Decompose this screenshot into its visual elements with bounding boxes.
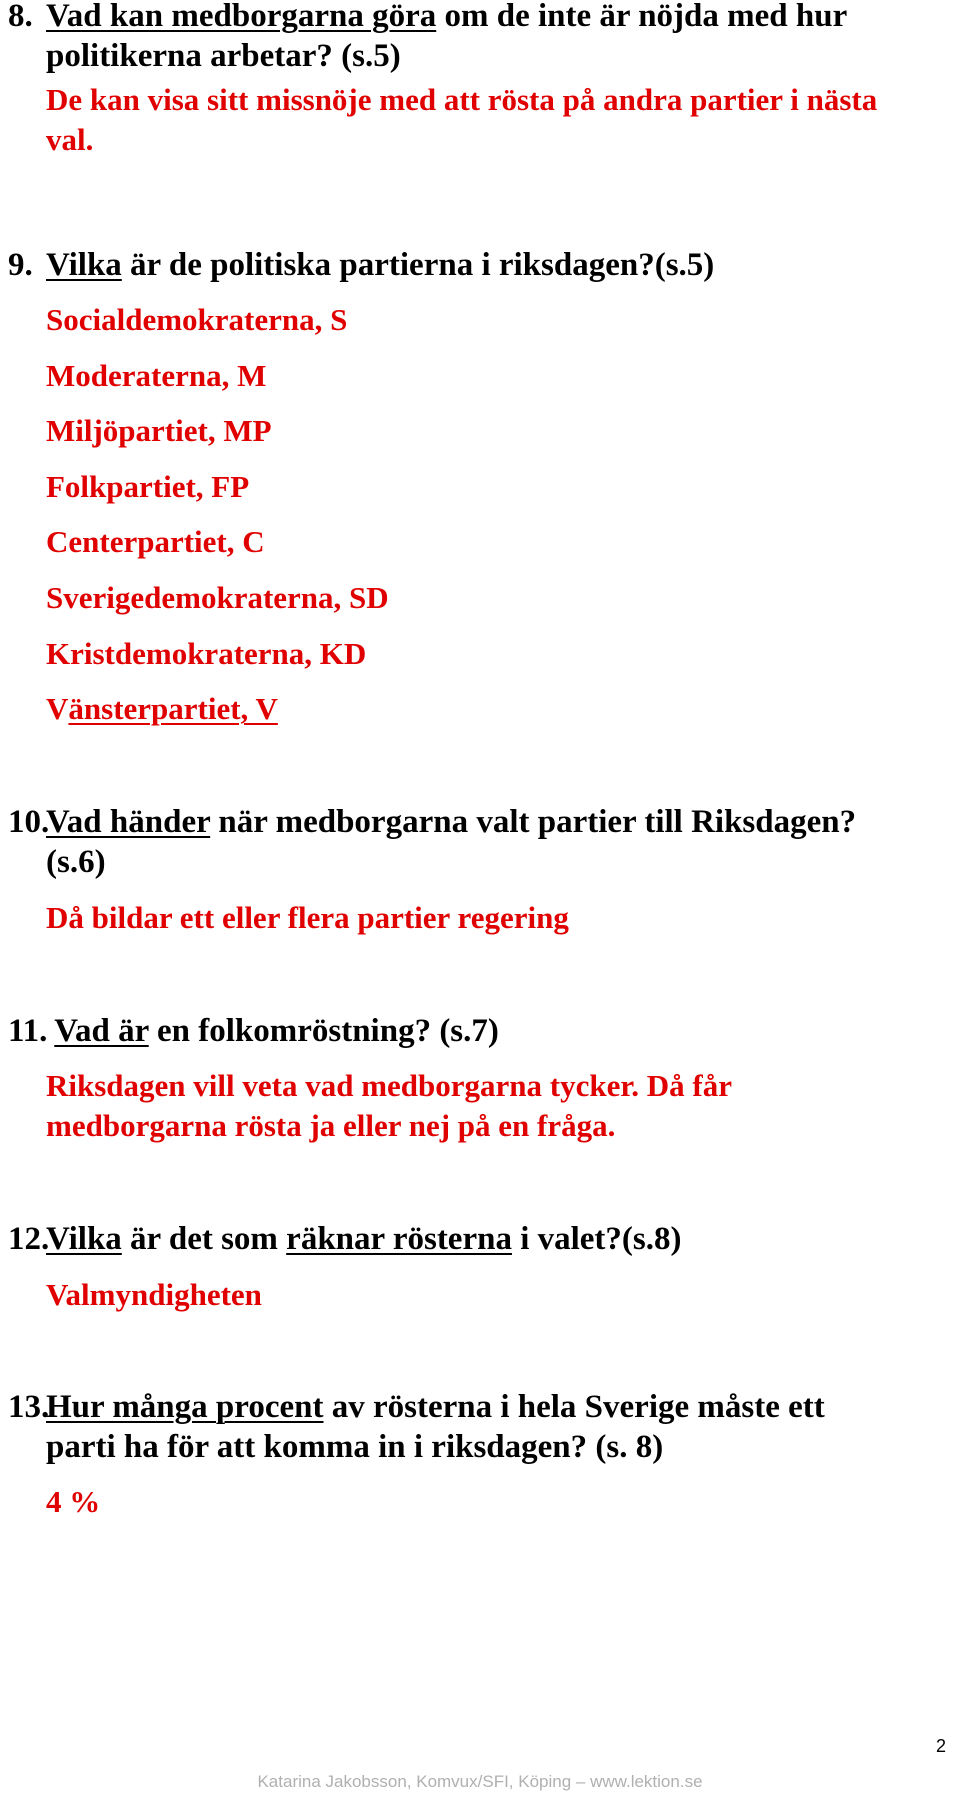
question-line2: politikerna arbetar? (s.5) xyxy=(46,38,401,74)
answer-line1: Riksdagen vill veta vad medborgarna tycker. Då får xyxy=(46,1068,732,1103)
question-underlined: Vad är xyxy=(54,1013,149,1049)
party-item-last xyxy=(46,691,278,727)
question-9 xyxy=(8,245,928,285)
question-line2: (s.6) xyxy=(46,844,106,880)
question-10 xyxy=(8,802,928,882)
question-12 xyxy=(8,1219,928,1259)
party-item: Sverigedemokraterna, SD xyxy=(46,580,389,615)
question-number: 10. xyxy=(8,804,50,840)
question-text xyxy=(46,1219,928,1259)
question-rest: i valet?(s.8) xyxy=(511,1221,682,1257)
party-item: Folkpartiet, FP xyxy=(46,469,250,504)
party-item: Kristdemokraterna, KD xyxy=(46,636,367,671)
question-rest: av rösterna i hela Sverige måste ett xyxy=(323,1389,825,1425)
question-underlined: Hur många procent xyxy=(46,1389,324,1425)
question-rest: en folkomröstning? (s.7) xyxy=(148,1013,499,1049)
question-number: 13. xyxy=(8,1389,50,1425)
question-number: 12. xyxy=(8,1221,50,1257)
question-underlined: Vilka xyxy=(46,247,122,283)
answer-line2: medborgarna rösta ja eller nej på en fråga. xyxy=(46,1108,616,1143)
answer-11 xyxy=(46,1066,926,1146)
question-underlined: Vad kan medborgarna göra xyxy=(46,0,437,34)
question-8 xyxy=(8,0,928,76)
footer-credit: Katarina Jakobsson, Komvux/SFI, Köping – www.lektion.se xyxy=(257,1772,703,1791)
question-rest: när medborgarna valt partier till Riksdagen? xyxy=(210,804,857,840)
party-item: Socialdemokraterna, S xyxy=(46,302,348,337)
question-rest: är de politiska partierna i riksdagen?(s.5) xyxy=(121,247,715,283)
question-13 xyxy=(8,1387,928,1467)
question-text xyxy=(46,802,928,882)
page-number: 2 xyxy=(935,1736,946,1756)
question-underlined: Vilka xyxy=(46,1221,122,1257)
question-text xyxy=(46,1011,928,1051)
party-item: Miljöpartiet, MP xyxy=(46,413,272,448)
question-number: 8. xyxy=(8,0,33,34)
party-underlined: änsterpartiet, V xyxy=(68,691,278,726)
question-number: 11. xyxy=(8,1013,48,1049)
party-item: Centerpartiet, C xyxy=(46,524,265,559)
party-first-letter: V xyxy=(46,691,69,726)
answer-13: 4 % xyxy=(46,1484,101,1519)
question-mid: är det som xyxy=(121,1221,287,1257)
question-underlined-2: räknar rösterna xyxy=(286,1221,512,1257)
answer-10: Då bildar ett eller flera partier regering xyxy=(46,900,569,935)
question-line2: parti ha för att komma in i riksdagen? (s. 8) xyxy=(46,1429,664,1465)
question-underlined: Vad händer xyxy=(46,804,211,840)
question-number: 9. xyxy=(8,247,33,283)
question-text xyxy=(46,245,928,285)
party-item: Moderaterna, M xyxy=(46,358,267,393)
question-text xyxy=(46,1387,928,1467)
answer-12: Valmyndigheten xyxy=(46,1277,262,1312)
question-11 xyxy=(8,1011,928,1051)
question-text xyxy=(46,0,928,76)
question-rest: om de inte är nöjda med hur xyxy=(436,0,848,34)
answer-8: De kan visa sitt missnöje med att rösta på andra partier i nästa val. xyxy=(46,82,878,157)
